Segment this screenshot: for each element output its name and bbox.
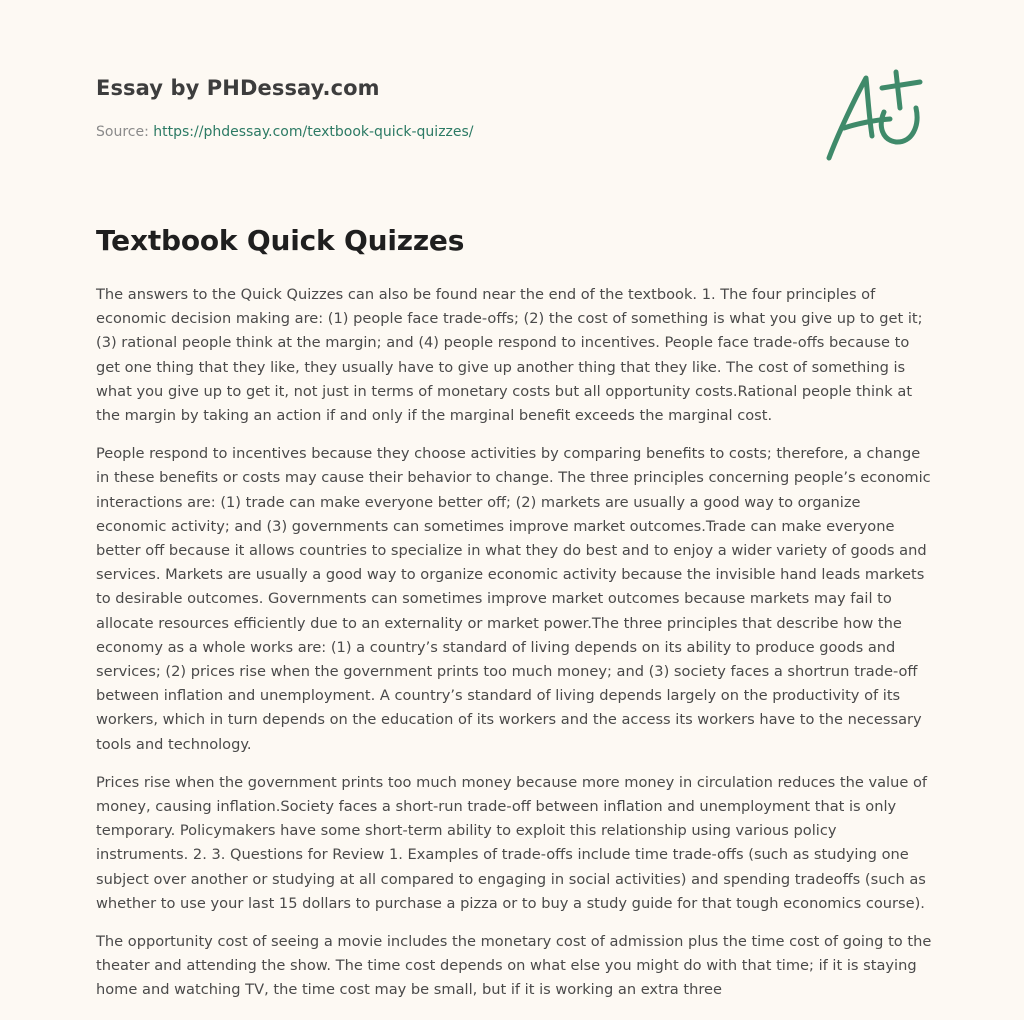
essay-body xyxy=(96,224,932,1017)
essay-title: Textbook Quick Quizzes xyxy=(96,224,465,257)
source-label: Source: xyxy=(96,124,154,140)
essay-paragraph: The answers to the Quick Quizzes can also be found near the end of the textbook. 1. The four principles of economic decision making are: (1) people face trade-offs; (2) the cost of something is what you give up to get it; (3) rational people think at the margin; and (4) people respond to incentives. People face trade-offs because to get one thing that they like, they usually have to give up another thing that they like. The cost of something is what you give up to get it, not just in terms of monetary costs but all opportunity costs.Rational people think at the margin by taking an action if and only if the marginal benefit exceeds the marginal cost. xyxy=(96,286,923,425)
source-line xyxy=(96,124,796,140)
essay-paragraph: Prices rise when the government prints too much money because more money in circulation reduces the value of money, causing inflation.Society faces a short-run trade-off between inflation and unemployment that is only temporary. Policymakers have some short-term ability to exploit this relationship using various policy instruments. 2. 3. Questions for Review 1. Examples of trade-offs include time trade-offs (such as studying one subject over another or studying at all compared to engaging in social activities) and spending tradeoffs (such as whether to use your last 15 dollars to purchase a pizza or to buy a study guide for that tough economics course). xyxy=(96,773,928,912)
a-plus-grade-icon xyxy=(820,64,930,168)
source-link[interactable]: https://phdessay.com/textbook-quick-quizzes/ xyxy=(153,124,474,140)
essay-paragraph: The opportunity cost of seeing a movie includes the monetary cost of admission plus the time cost of going to the theater and attending the show. The time cost depends on what else you might do with that time; if it is staying home and watching TV, the time cost may be small, but if it is working an extra three xyxy=(96,933,932,999)
site-brand: Essay by PHDessay.com xyxy=(96,76,380,100)
essay-header xyxy=(96,76,796,140)
essay-paragraph: People respond to incentives because they choose activities by comparing benefits to costs; therefore, a change in these benefits or costs may cause their behavior to change. The three principles concerning people’s economic interactions are: (1) trade can make everyone better off; (2) markets are usually a good way to organize economic activity; and (3) governments can sometimes improve market outcomes.Trade can make everyone better off because it allows countries to specialize in what they do best and to enjoy a wider variety of goods and services. Markets are usually a good way to organize economic activity because the invisible hand leads markets to desirable outcomes. Governments can sometimes improve market outcomes because markets may fail to allocate resources efficiently due to an externality or market power.The three principles that describe how the economy as a whole works are: (1) a country’s standard of living depends on its ability to produce goods and services; (2) prices rise when the government prints too much money; and (3) society faces a shortrun trade-off between inflation and unemployment. A country’s standard of living depends largely on the productivity of its workers, which in turn depends on the education of its workers and the access its workers have to the necessary tools and technology. xyxy=(96,445,931,753)
